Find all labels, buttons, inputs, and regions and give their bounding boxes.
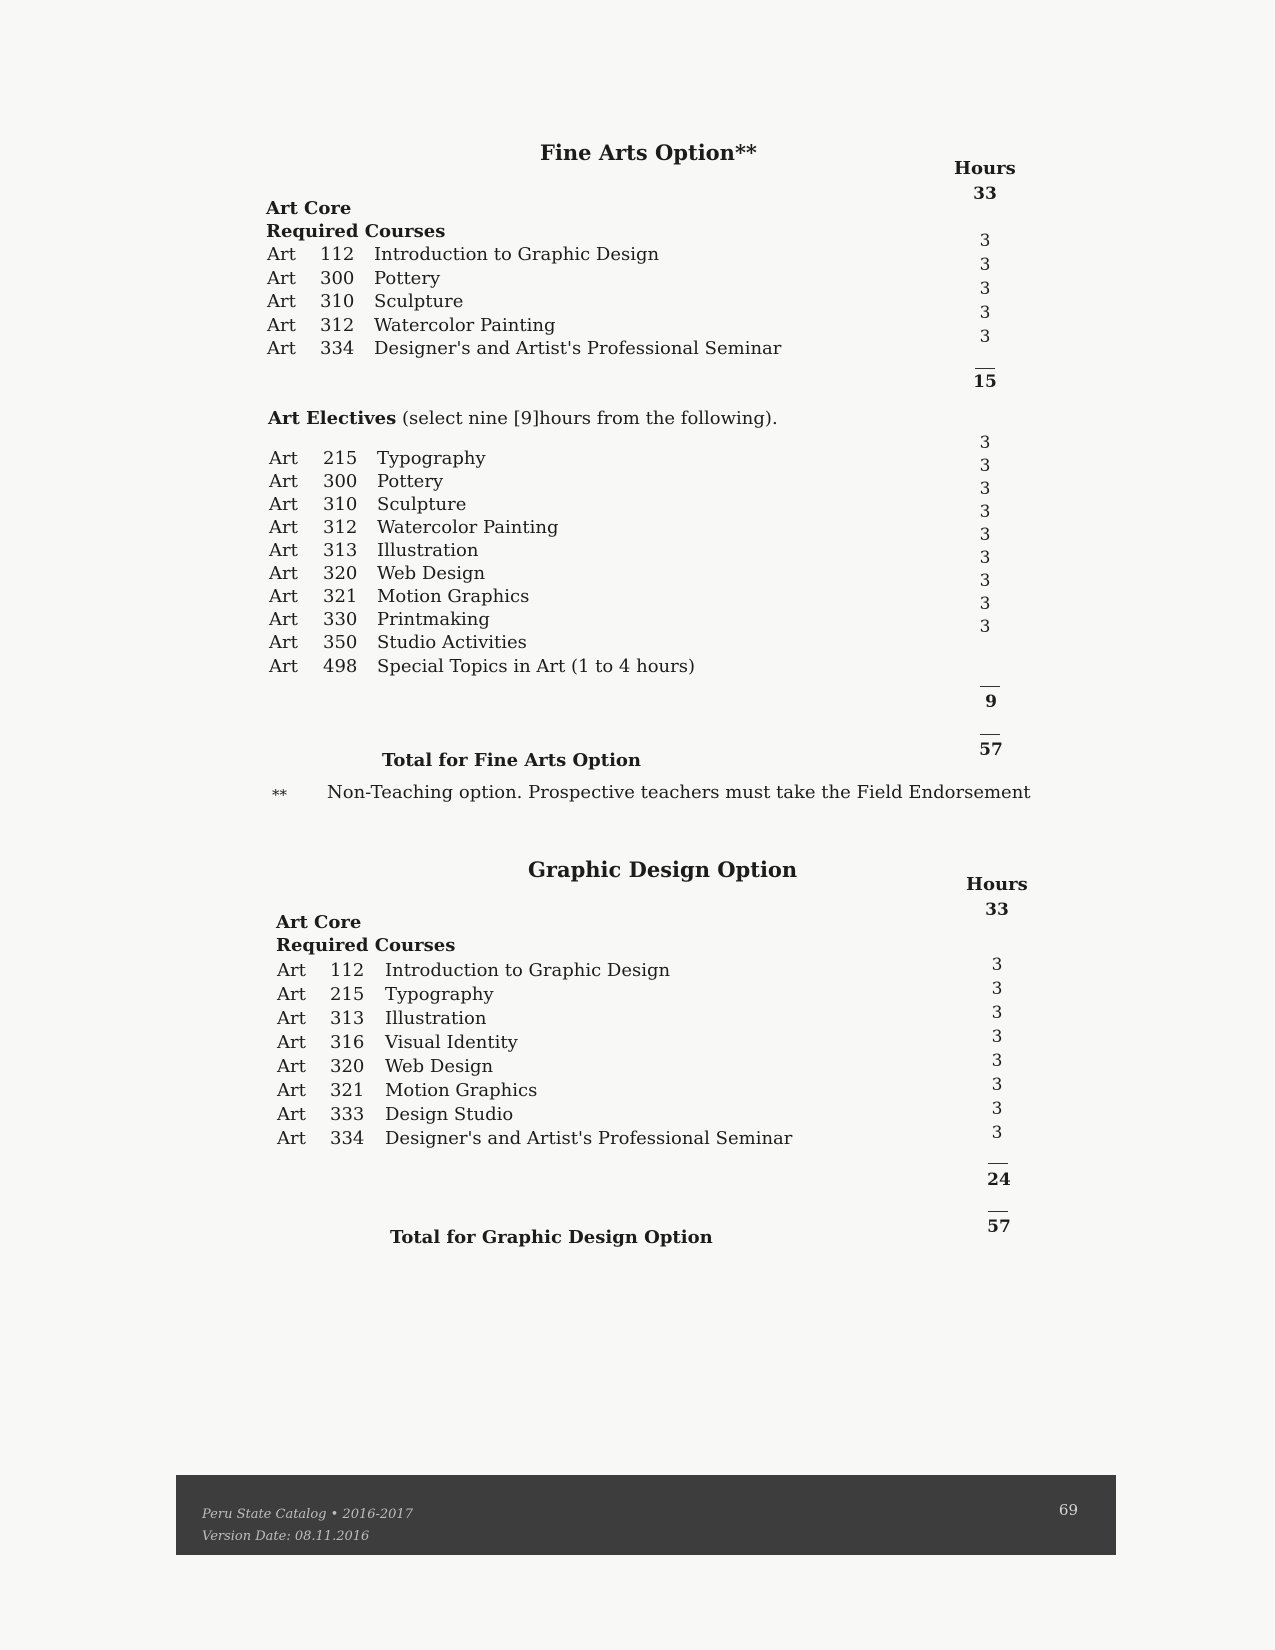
course-number: 310 [320,291,355,312]
course-number: 313 [323,540,358,561]
course-number: 334 [320,338,355,359]
course-dept: Art [277,984,306,1005]
course-title: Pottery [374,268,441,289]
course-dept: Art [267,268,296,289]
graphic-design-core-label: Art Core [276,912,362,933]
electives-label: Art Electives [268,408,397,429]
fine-arts-footnote: Non-Teaching option. Prospective teachers must take the Field Endorsement [327,782,1031,803]
course-title: Web Design [377,563,486,584]
course-title: Design Studio [385,1104,514,1125]
course-title: Typography [377,448,486,469]
fine-arts-core-label: Art Core [266,198,352,219]
course-number: 330 [323,609,358,630]
subtotal-rule [975,368,995,369]
fine-arts-footnote-mark: ** [272,786,287,804]
course-title: Motion Graphics [385,1080,538,1101]
graphic-design-hours-header: Hours [966,874,1028,895]
course-hours: 3 [979,525,991,545]
course-number: 316 [330,1032,365,1053]
course-title: Sculpture [377,494,467,515]
course-title: Introduction to Graphic Design [385,960,671,981]
course-hours: 3 [979,327,991,347]
course-dept: Art [267,315,296,336]
total-rule [988,1211,1008,1212]
course-number: 320 [323,563,358,584]
footer-version-date: Version Date: 08.11.2016 [202,1529,370,1544]
course-hours: 3 [979,255,991,275]
course-hours: 3 [991,1051,1003,1071]
course-title: Sculpture [374,291,464,312]
course-number: 300 [323,471,358,492]
course-number: 320 [330,1056,365,1077]
course-number: 112 [330,960,365,981]
graphic-design-core-hours: 33 [985,900,1009,920]
course-dept: Art [267,338,296,359]
course-dept: Art [269,471,298,492]
fine-arts-electives-subtotal: 9 [985,692,997,712]
course-number: 312 [320,315,355,336]
course-number: 112 [320,244,355,265]
course-hours: 3 [991,979,1003,999]
course-number: 334 [330,1128,365,1149]
course-dept: Art [269,540,298,561]
course-title: Web Design [385,1056,494,1077]
fine-arts-core-hours: 33 [973,184,997,204]
course-number: 321 [323,586,358,607]
page-number: 69 [1058,1501,1078,1519]
course-dept: Art [277,1080,306,1101]
course-hours: 3 [991,1075,1003,1095]
course-hours: 3 [979,456,991,476]
course-hours: 3 [991,1099,1003,1119]
page-footer [176,1475,1116,1555]
graphic-design-title: Graphic Design Option [528,857,798,882]
course-title: Introduction to Graphic Design [374,244,660,265]
course-hours: 3 [979,548,991,568]
fine-arts-total: 57 [979,740,1003,760]
course-hours: 3 [979,433,991,453]
course-hours: 3 [979,571,991,591]
course-hours: 3 [991,1003,1003,1023]
course-title: Special Topics in Art (1 to 4 hours) [377,656,695,677]
course-number: 333 [330,1104,365,1125]
course-title: Designer's and Artist's Professional Seminar [374,338,782,359]
course-title: Illustration [385,1008,487,1029]
course-dept: Art [277,1008,306,1029]
course-number: 215 [323,448,358,469]
subtotal-rule [980,686,1000,687]
course-dept: Art [269,494,298,515]
course-hours: 3 [979,479,991,499]
fine-arts-hours-header: Hours [954,158,1016,179]
fine-arts-electives-heading [268,408,778,429]
course-dept: Art [269,517,298,538]
course-number: 313 [330,1008,365,1029]
subtotal-rule [988,1163,1008,1164]
graphic-design-total: 57 [987,1217,1011,1237]
fine-arts-title: Fine Arts Option** [540,140,757,165]
course-hours: 3 [979,617,991,637]
course-dept: Art [277,960,306,981]
course-hours: 3 [991,1123,1003,1143]
total-rule [980,734,1000,735]
course-title: Motion Graphics [377,586,530,607]
graphic-design-total-label: Total for Graphic Design Option [390,1227,713,1248]
graphic-design-required-label: Required Courses [276,935,456,956]
fine-arts-required-subtotal: 15 [973,372,997,392]
course-title: Designer's and Artist's Professional Seminar [385,1128,793,1149]
course-hours: 3 [979,231,991,251]
course-number: 312 [323,517,358,538]
graphic-design-required-subtotal: 24 [987,1170,1011,1190]
course-hours: 3 [979,303,991,323]
course-title: Studio Activities [377,632,527,653]
course-number: 300 [320,268,355,289]
course-title: Typography [385,984,494,1005]
course-dept: Art [277,1104,306,1125]
course-dept: Art [269,609,298,630]
course-title: Illustration [377,540,479,561]
course-number: 310 [323,494,358,515]
course-hours: 3 [991,1027,1003,1047]
course-hours: 3 [979,594,991,614]
course-dept: Art [269,563,298,584]
course-dept: Art [269,448,298,469]
course-number: 321 [330,1080,365,1101]
fine-arts-total-label: Total for Fine Arts Option [382,750,642,771]
electives-note: (select nine [9]hours from the following). [401,408,778,429]
course-number: 350 [323,632,358,653]
course-number: 498 [323,656,358,677]
course-number: 215 [330,984,365,1005]
course-title: Watercolor Painting [377,517,559,538]
course-dept: Art [277,1128,306,1149]
course-dept: Art [267,291,296,312]
course-dept: Art [269,632,298,653]
course-hours: 3 [991,955,1003,975]
course-hours: 3 [979,502,991,522]
course-dept: Art [277,1032,306,1053]
course-dept: Art [277,1056,306,1077]
course-hours: 3 [979,279,991,299]
course-dept: Art [267,244,296,265]
course-title: Printmaking [377,609,490,630]
course-dept: Art [269,656,298,677]
footer-catalog: Peru State Catalog • 2016-2017 [202,1507,413,1522]
course-title: Watercolor Painting [374,315,556,336]
fine-arts-required-label: Required Courses [266,221,446,242]
course-title: Pottery [377,471,444,492]
course-dept: Art [269,586,298,607]
course-title: Visual Identity [385,1032,518,1053]
